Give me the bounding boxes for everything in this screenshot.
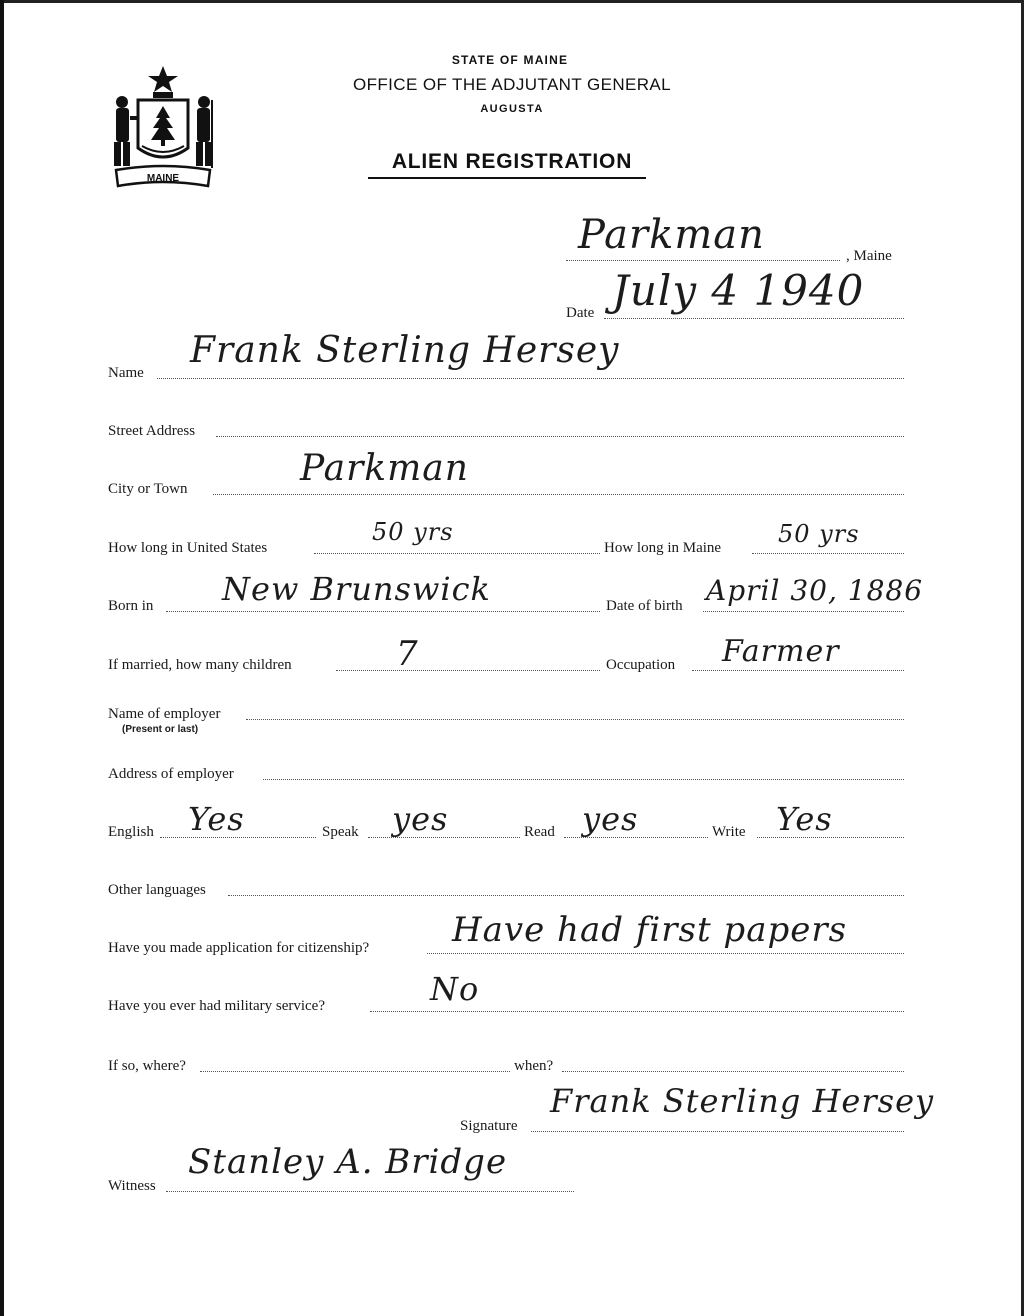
write-value: Yes [776,800,833,838]
children-label: If married, how many children [108,657,292,673]
scan-edge-top [0,0,1024,3]
place-line [566,260,840,261]
read-label: Read [524,824,555,840]
when-line [562,1071,904,1072]
city-label: City or Town [108,481,188,497]
how-long-us-line [314,553,600,554]
witness-label: Witness [108,1178,156,1194]
state-heading: STATE OF MAINE [451,53,569,67]
witness-line [166,1191,574,1192]
how-long-maine-line [752,553,904,554]
how-long-us-value: 50 yrs [372,518,454,546]
date-line [604,318,904,319]
military-line [370,1011,904,1012]
military-label: Have you ever had military service? [108,998,325,1014]
svg-text:MAINE: MAINE [146,173,180,184]
city-heading: AUGUSTA [480,103,544,115]
name-value: Frank Sterling Hersey [190,330,620,371]
signature-line [531,1131,904,1132]
employer-address-line [263,779,904,780]
form-title: ALIEN REGISTRATION [391,150,633,173]
occupation-line [692,670,904,671]
place-value: Parkman [578,212,765,258]
employer-name-line [246,719,904,720]
speak-value: yes [392,800,449,838]
citizenship-line [427,953,904,954]
read-value: yes [582,800,639,838]
how-long-maine-label: How long in Maine [604,540,722,556]
witness-value: Stanley A. Bridge [188,1142,508,1182]
speak-label: Speak [322,824,359,840]
other-languages-label: Other languages [108,882,206,898]
citizenship-value: Have had first papers [452,910,848,950]
city-value: Parkman [300,448,469,489]
where-line [200,1071,510,1072]
other-languages-line [228,895,904,896]
employer-name-label: Name of employer [108,706,221,722]
date-of-birth-value: April 30, 1886 [706,574,924,607]
employer-name-sublabel: (Present or last) [122,724,199,735]
children-line [336,670,600,671]
scan-edge-left [0,0,4,1316]
employer-address-label: Address of employer [108,766,234,782]
city-line [213,494,904,495]
signature-value: Frank Sterling Hersey [550,1082,935,1120]
street-address-line [216,436,904,437]
how-long-us-label: How long in United States [108,540,268,556]
occupation-value: Farmer [722,634,840,669]
born-in-line [166,611,600,612]
english-value: Yes [188,800,245,838]
military-value: No [430,970,480,1008]
children-value: 7 [396,634,419,674]
street-address-label: Street Address [108,423,196,439]
born-in-label: Born in [108,598,154,614]
office-heading: OFFICE OF THE ADJUTANT GENERAL [352,75,672,94]
name-line [157,378,904,379]
name-label: Name [108,365,144,381]
how-long-maine-value: 50 yrs [778,520,860,548]
occupation-label: Occupation [606,657,676,673]
date-of-birth-label: Date of birth [606,598,683,614]
citizenship-label: Have you made application for citizenship? [108,940,370,956]
when-label: when? [514,1058,554,1074]
date-label: Date [566,305,595,321]
title-underline [368,177,646,179]
write-label: Write [712,824,746,840]
place-suffix: , Maine [846,248,892,264]
english-label: English [108,824,154,840]
where-label: If so, where? [108,1058,186,1074]
date-of-birth-line [703,611,904,612]
date-value: July 4 1940 [612,266,865,315]
born-in-value: New Brunswick [222,570,491,608]
signature-label: Signature [460,1118,518,1134]
